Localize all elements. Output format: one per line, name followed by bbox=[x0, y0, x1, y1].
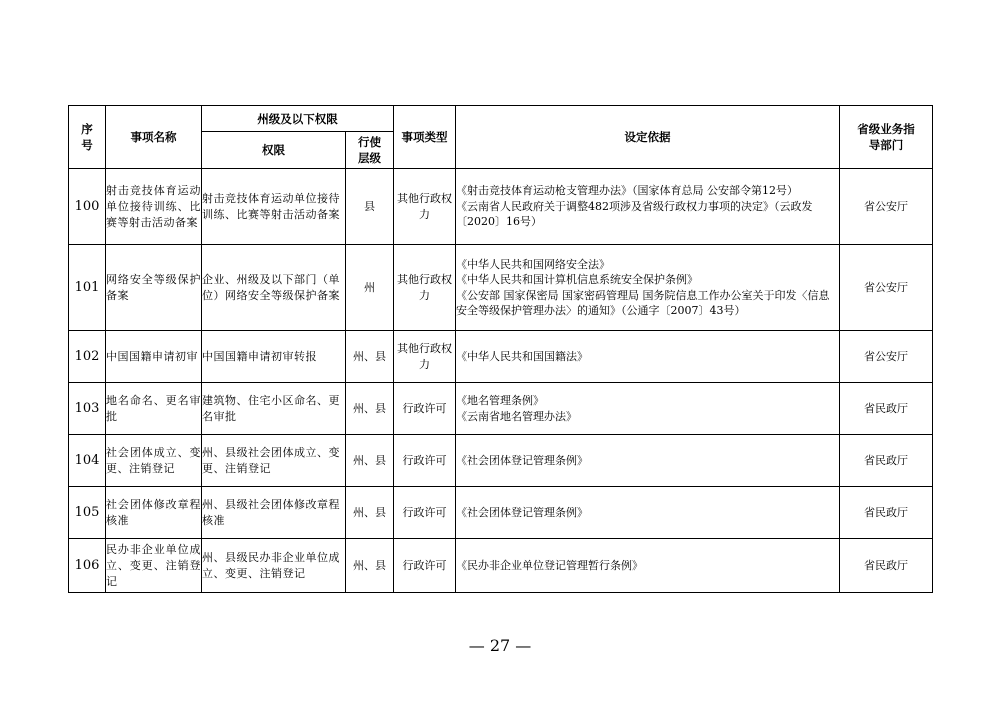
row-scope: 企业、州级及以下部门（单位）网络安全等级保护备案 bbox=[202, 245, 346, 331]
row-level: 州、县 bbox=[346, 331, 394, 383]
row-type: 行政许可 bbox=[394, 539, 456, 593]
row-level: 县 bbox=[346, 169, 394, 245]
row-name: 网络安全等级保护备案 bbox=[106, 245, 202, 331]
row-dept: 省民政厅 bbox=[840, 539, 933, 593]
row-type: 行政许可 bbox=[394, 487, 456, 539]
row-scope: 中国国籍申请初审转报 bbox=[202, 331, 346, 383]
header-dept: 省级业务指导部门 bbox=[840, 106, 933, 169]
row-type: 行政许可 bbox=[394, 383, 456, 435]
row-type: 行政许可 bbox=[394, 435, 456, 487]
basis-item: 《中华人民共和国网络安全法》 bbox=[456, 257, 610, 271]
row-basis bbox=[456, 487, 840, 539]
row-name: 射击竞技体育运动单位接待训练、比赛等射击活动备案 bbox=[106, 169, 202, 245]
page-number: — 27 — bbox=[468, 636, 532, 655]
table-row bbox=[69, 331, 933, 383]
row-seq: 101 bbox=[69, 245, 106, 331]
row-dept: 省公安厅 bbox=[840, 331, 933, 383]
table-row bbox=[69, 169, 933, 245]
row-seq: 106 bbox=[69, 539, 106, 593]
row-type: 其他行政权力 bbox=[394, 169, 456, 245]
basis-item: 《公安部 国家保密局 国家密码管理局 国务院信息工作办公室关于印发〈信息安全等级保护管理办法〉的通知》（公通字〔2007〕43号） bbox=[456, 288, 830, 317]
header-group: 州级及以下权限 bbox=[202, 106, 394, 132]
row-basis bbox=[456, 169, 840, 245]
header-level: 行使层级 bbox=[346, 132, 394, 169]
basis-item: 《民办非企业单位登记管理暂行条例》 bbox=[456, 558, 643, 572]
row-scope: 州、县级民办非企业单位成立、变更、注销登记 bbox=[202, 539, 346, 593]
row-basis bbox=[456, 383, 840, 435]
row-level: 州、县 bbox=[346, 435, 394, 487]
row-name: 地名命名、更名审批 bbox=[106, 383, 202, 435]
row-level: 州、县 bbox=[346, 487, 394, 539]
header-seq: 序号 bbox=[69, 106, 106, 169]
basis-item: 《社会团体登记管理条例》 bbox=[456, 453, 588, 467]
row-level: 州、县 bbox=[346, 383, 394, 435]
table-row bbox=[69, 245, 933, 331]
row-level: 州、县 bbox=[346, 539, 394, 593]
row-seq: 105 bbox=[69, 487, 106, 539]
row-dept: 省民政厅 bbox=[840, 383, 933, 435]
row-basis bbox=[456, 245, 840, 331]
row-seq: 103 bbox=[69, 383, 106, 435]
row-scope: 州、县级社会团体修改章程核准 bbox=[202, 487, 346, 539]
header-name: 事项名称 bbox=[106, 106, 202, 169]
row-basis bbox=[456, 435, 840, 487]
row-level: 州 bbox=[346, 245, 394, 331]
basis-item: 《云南省地名管理办法》 bbox=[456, 409, 577, 423]
header-scope: 权限 bbox=[202, 132, 346, 169]
table-row bbox=[69, 383, 933, 435]
authority-table bbox=[68, 105, 933, 593]
basis-item: 《中华人民共和国国籍法》 bbox=[456, 349, 588, 363]
row-scope: 建筑物、住宅小区命名、更名审批 bbox=[202, 383, 346, 435]
row-seq: 102 bbox=[69, 331, 106, 383]
table-row bbox=[69, 435, 933, 487]
basis-item: 《云南省人民政府关于调整482项涉及省级行政权力事项的决定》（云政发〔2020〕16号） bbox=[456, 199, 813, 229]
row-seq: 104 bbox=[69, 435, 106, 487]
row-name: 社会团体成立、变更、注销登记 bbox=[106, 435, 202, 487]
table-row bbox=[69, 539, 933, 593]
row-name: 中国国籍申请初审 bbox=[106, 331, 202, 383]
basis-item: 《社会团体登记管理条例》 bbox=[456, 505, 588, 519]
row-scope: 射击竞技体育运动单位接待训练、比赛等射击活动备案 bbox=[202, 169, 346, 245]
row-type: 其他行政权力 bbox=[394, 245, 456, 331]
row-name: 民办非企业单位成立、变更、注销登记 bbox=[106, 539, 202, 593]
row-dept: 省民政厅 bbox=[840, 435, 933, 487]
basis-item: 《射击竞技体育运动枪支管理办法》（国家体育总局 公安部令第12号） bbox=[456, 184, 798, 198]
basis-item: 《中华人民共和国计算机信息系统安全保护条例》 bbox=[456, 273, 698, 286]
row-dept: 省公安厅 bbox=[840, 169, 933, 245]
row-name: 社会团体修改章程核准 bbox=[106, 487, 202, 539]
basis-item: 《地名管理条例》 bbox=[456, 394, 544, 407]
table-row bbox=[69, 487, 933, 539]
row-dept: 省民政厅 bbox=[840, 487, 933, 539]
row-basis bbox=[456, 331, 840, 383]
header-basis: 设定依据 bbox=[456, 106, 840, 169]
header-type: 事项类型 bbox=[394, 106, 456, 169]
row-type: 其他行政权力 bbox=[394, 331, 456, 383]
row-scope: 州、县级社会团体成立、变更、注销登记 bbox=[202, 435, 346, 487]
row-basis bbox=[456, 539, 840, 593]
row-seq: 100 bbox=[69, 169, 106, 245]
row-dept: 省公安厅 bbox=[840, 245, 933, 331]
